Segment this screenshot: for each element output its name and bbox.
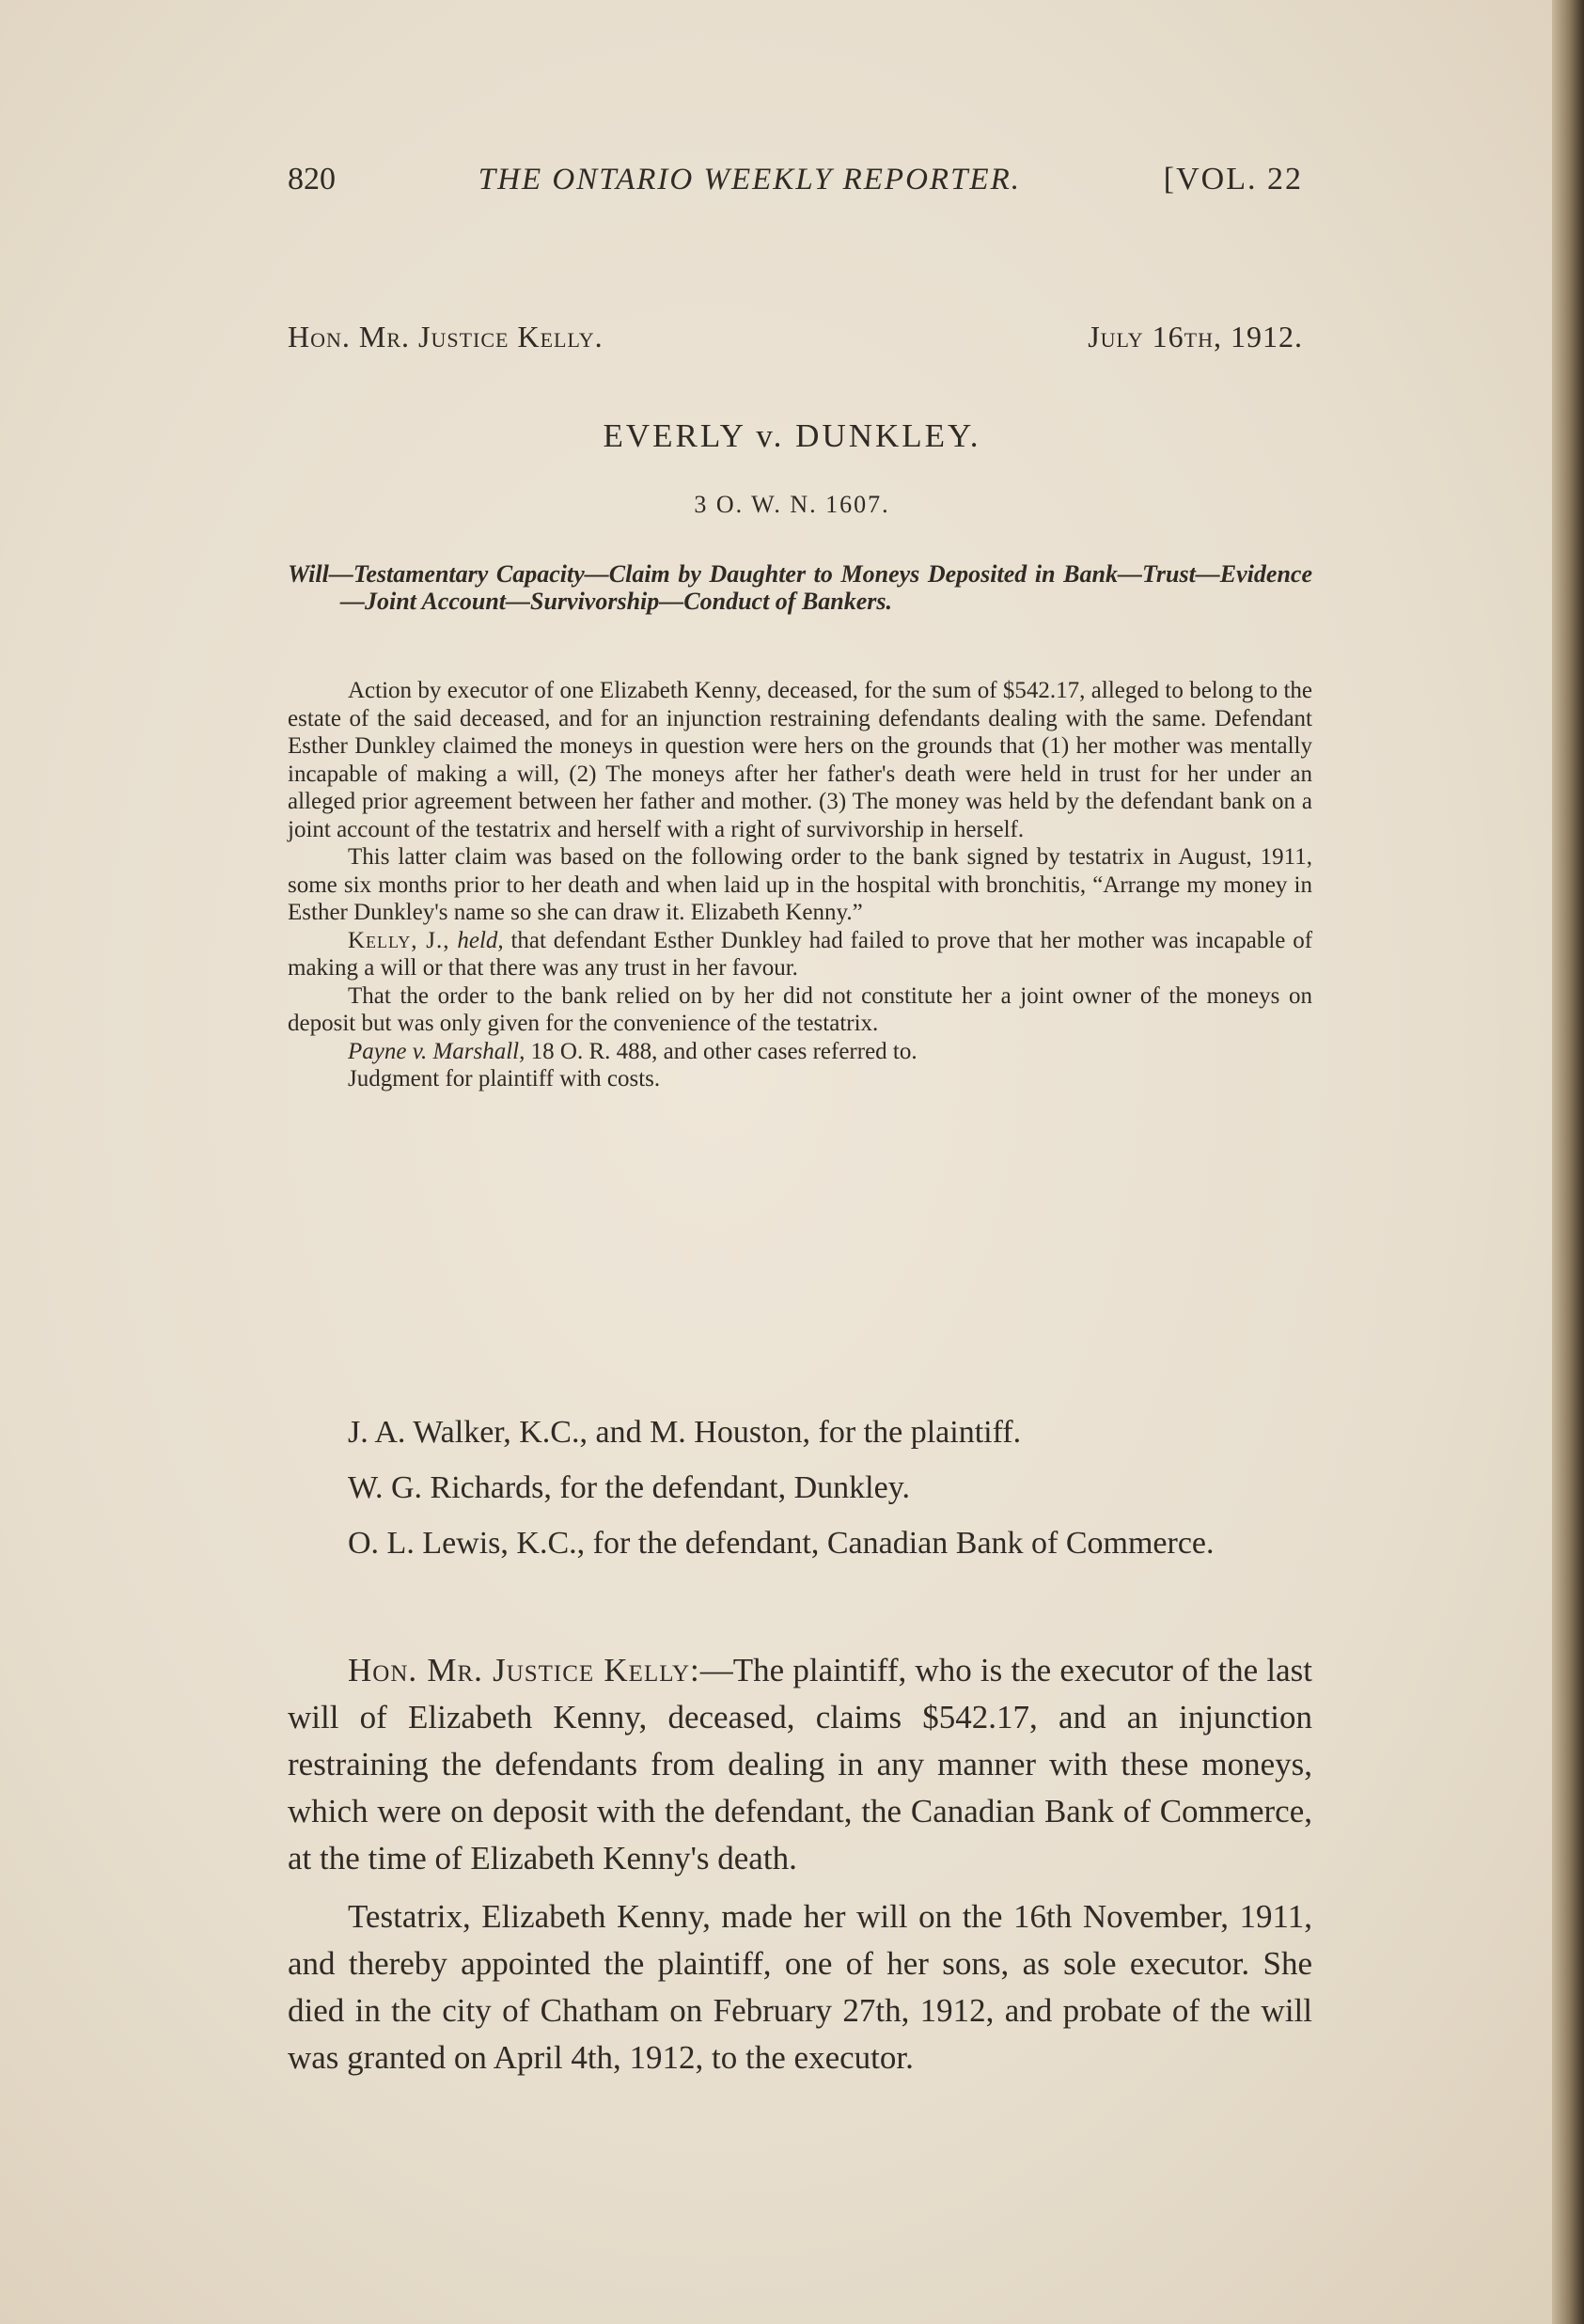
holding-judge: Kelly, J., — [348, 927, 450, 953]
counsel-defendant-dunkley: W. G. Richards, for the defendant, Dunkley. — [348, 1470, 910, 1505]
summary-paragraph: This latter claim was based on the following order to the bank signed by testatrix in August, 1911, some six months prior to her death and when laid up in the hospital with bronchitis, “Arrange my money in Esther Dunkley's name so she can draw it. Elizabeth Kenny.” — [288, 844, 1312, 925]
judgment-paragraph: Testatrix, Elizabeth Kenny, made her will on the 16th November, 1911, and thereby appointed the plaintiff, one of her sons, as sole executor. She died in the city of Chatham on February 27th, 1912, and probate of the will was granted on April 4th, 1912, to the executor. — [288, 1898, 1312, 2076]
judge-name: Hon. Mr. Justice Kelly. — [288, 320, 604, 353]
judgment-judge: Hon. Mr. Justice Kelly: — [348, 1652, 700, 1688]
summary-authority — [288, 1038, 1312, 1066]
authority-text: 18 O. R. 488, and other cases referred to. — [530, 1038, 917, 1064]
decision-date: July 16th, 1912. — [1088, 320, 1303, 353]
summary-holding — [288, 927, 1312, 982]
summary-judgment: Judgment for plaintiff with costs. — [348, 1066, 661, 1091]
page-number: 820 — [288, 162, 336, 196]
headnote — [288, 560, 1312, 615]
running-header — [288, 162, 1303, 214]
judge-date-line — [288, 320, 1303, 354]
counsel-defendant-bank: O. L. Lewis, K.C., for the defendant, Canadian Bank of Commerce. — [348, 1526, 1215, 1561]
summary-paragraph: Action by executor of one Elizabeth Kenny, deceased, for the sum of $542.17, alleged to belong to the estate of the said deceased, and for an injunction restraining defendants dealing with the same. Defendant Esther Dunkley claimed the moneys in question were hers on the grounds that (1) her mother was mentally incapable of making a will, (2) The moneys after her father's death were held in trust for her under an alleged prior agreement between her father and mother. (3) The money was held by the defendant bank on a joint account of the testatrix and herself with a right of survivorship in herself. — [288, 678, 1312, 842]
volume-label: [VOL. 22 — [1163, 162, 1303, 196]
judgment-paragraph — [288, 1647, 1312, 1882]
summary-paragraph: That the order to the bank relied on by her did not constitute her a joint owner of the moneys on deposit but was only given for the convenience of the testatrix. — [288, 982, 1312, 1036]
judgment-body — [288, 1647, 1312, 2093]
case-title: EVERLY v. DUNKLEY. — [603, 417, 981, 454]
case-summary — [288, 677, 1312, 1093]
running-title: THE ONTARIO WEEKLY REPORTER. — [478, 163, 1021, 196]
headnote-text: Will—Testamentary Capacity—Claim by Daughter to Moneys Deposited in Bank—Trust—Evidence—Joint Account—Survivorship—Conduct of Bankers. — [288, 560, 1312, 615]
case-citation: 3 O. W. N. 1607. — [694, 491, 890, 518]
judgment-text: —The plaintiff, who is the executor of the last will of Elizabeth Kenny, deceased, claims $542.17, and an injunction restraining the defendants from dealing in any manner with these moneys, which were on deposit with the defendant, the Canadian Bank of Commerce, at the time of Elizabeth Kenny's death. — [288, 1652, 1312, 1876]
authority-case: Payne v. Marshall, — [348, 1038, 525, 1064]
book-spine-edge — [1552, 0, 1584, 2324]
holding-held: held, — [457, 927, 504, 953]
counsel-list — [288, 1406, 1312, 1573]
counsel-plaintiff: J. A. Walker, K.C., and M. Houston, for the plaintiff. — [348, 1415, 1022, 1450]
holding-text: that defendant Esther Dunkley had failed to prove that her mother was incapable of making a will or that there was any trust in her favour. — [288, 927, 1313, 981]
